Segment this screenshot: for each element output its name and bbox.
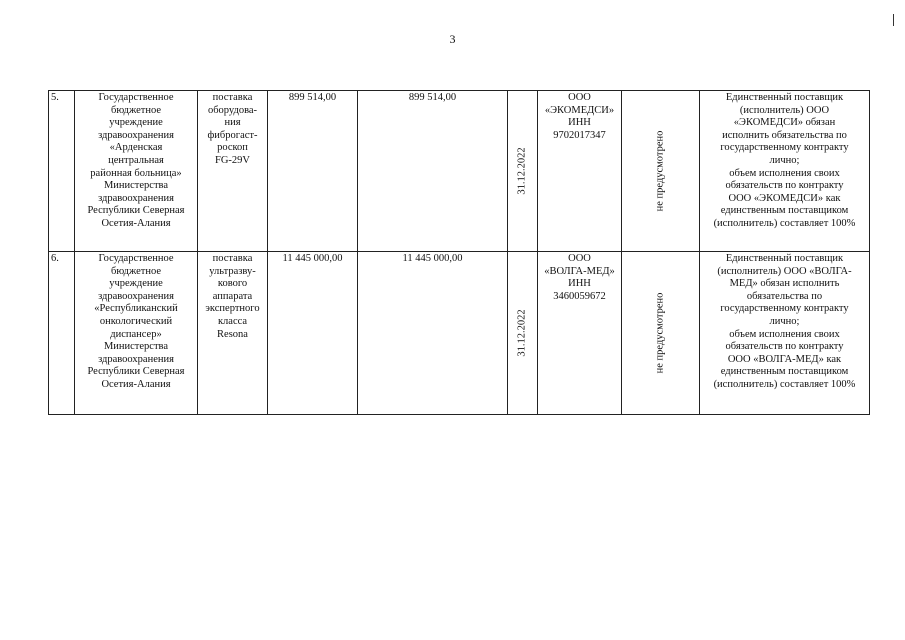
contract-amount: 11 445 000,00	[268, 252, 358, 415]
terms-line: государственному контракту	[720, 303, 849, 315]
customer-line: бюджетное	[110, 265, 162, 277]
vendor-line: ИНН	[568, 117, 591, 129]
terms-line: (исполнитель) составляет 100%	[713, 378, 856, 390]
customer-line: «Республиканский	[94, 303, 178, 315]
vendor-line: ООО	[568, 253, 591, 264]
customer-line: здравоохранения	[98, 129, 174, 141]
note-cell	[622, 91, 700, 252]
terms-line: (исполнитель) ООО	[739, 104, 830, 116]
subject-line: ния	[224, 117, 241, 129]
customer-line: учреждение	[109, 278, 163, 290]
customer-line: Министерства	[103, 341, 169, 353]
vendor-line: ООО	[568, 92, 591, 103]
terms-line: «ЭКОМЕДСИ» обязан	[733, 117, 836, 129]
terms-line: исполнить обязательства по	[722, 129, 847, 141]
customer-line: центральная	[108, 154, 164, 166]
terms-line: обязательств по контракту	[725, 180, 844, 192]
subject-line: FG-29V	[214, 154, 250, 166]
customer-line: учреждение	[109, 117, 163, 129]
terms-cell	[700, 252, 870, 415]
customer-line: онкологический	[99, 315, 173, 327]
customer-line: диспансер»	[110, 328, 162, 340]
payment-amount: 11 445 000,00	[358, 252, 508, 415]
terms-line: объем исполнения своих	[729, 167, 840, 179]
terms-line: ООО «ЭКОМЕДСИ» как	[728, 192, 841, 204]
terms-line: лично;	[769, 315, 800, 327]
subject-line: класса	[217, 315, 248, 327]
subject-cell	[198, 252, 268, 415]
subject-line: оборудова-	[207, 104, 258, 116]
completion-date: 31.12.2022	[516, 309, 528, 357]
table-row	[49, 91, 870, 252]
contract-amount: 899 514,00	[268, 91, 358, 252]
customer-line: Министерства	[103, 180, 169, 192]
terms-cell	[700, 91, 870, 252]
terms-line: лично;	[769, 154, 800, 166]
terms-line: единственным поставщиком	[720, 366, 849, 378]
vendor-cell	[538, 252, 622, 415]
contracts-table	[48, 90, 870, 415]
customer-line: районная больница»	[90, 167, 182, 179]
subject-line: кового	[217, 278, 248, 290]
subject-line: поставка	[212, 92, 253, 103]
date-cell	[508, 252, 538, 415]
terms-line: единственным поставщиком	[720, 205, 849, 217]
customer-line: здравоохранения	[98, 353, 174, 365]
customer-line: здравоохранения	[98, 192, 174, 204]
customer-line: здравоохранения	[98, 290, 174, 302]
date-cell	[508, 91, 538, 252]
subject-line: фиброгаст-	[207, 129, 258, 141]
subject-line: экспертного	[205, 303, 260, 315]
subject-line: роскоп	[217, 142, 248, 154]
terms-line: Единственный поставщик	[725, 92, 844, 103]
vendor-cell	[538, 91, 622, 252]
margin-mark	[893, 14, 894, 26]
subject-cell	[198, 91, 268, 252]
subject-line: аппарата	[212, 290, 253, 302]
customer-line: Республики Северная	[87, 205, 185, 217]
terms-line: (исполнитель) ООО «ВОЛГА-	[717, 265, 852, 277]
completion-date: 31.12.2022	[516, 147, 528, 195]
customer-line: Государственное	[98, 253, 174, 264]
vendor-line: «ЭКОМЕДСИ»	[544, 104, 615, 116]
terms-line: обязательства по	[746, 290, 823, 302]
payment-amount: 899 514,00	[358, 91, 508, 252]
vendor-line: 3460059672	[553, 290, 606, 302]
terms-line: обязательств по контракту	[725, 341, 844, 353]
customer-line: Осетия-Алания	[101, 217, 171, 229]
customer-line: Республики Северная	[87, 366, 185, 378]
customer-cell	[75, 91, 198, 252]
terms-line: Единственный поставщик	[725, 253, 844, 264]
customer-line: бюджетное	[110, 104, 162, 116]
row-number: 5.	[49, 91, 75, 252]
terms-line: МЕД» обязан исполнить	[729, 278, 840, 290]
note-cell	[622, 252, 700, 415]
subject-line: поставка	[212, 253, 253, 264]
customer-line: Государственное	[98, 92, 174, 103]
customer-cell	[75, 252, 198, 415]
subject-line: Resona	[217, 328, 248, 340]
terms-line: объем исполнения своих	[729, 328, 840, 340]
row-number: 6.	[49, 252, 75, 415]
table-row	[49, 252, 870, 415]
subject-line: ультразву-	[209, 265, 256, 277]
terms-line: ООО «ВОЛГА-МЕД» как	[727, 353, 842, 365]
terms-line: государственному контракту	[720, 142, 849, 154]
vendor-line: «ВОЛГА-МЕД»	[544, 265, 615, 277]
customer-line: «Арденская	[109, 142, 163, 154]
note-text: не предусмотрено	[654, 292, 666, 374]
vendor-line: 9702017347	[553, 129, 606, 141]
note-text: не предусмотрено	[654, 130, 666, 212]
vendor-line: ИНН	[568, 278, 591, 290]
page-number: 3	[449, 32, 456, 46]
terms-line: (исполнитель) составляет 100%	[713, 217, 856, 229]
customer-line: Осетия-Алания	[101, 378, 171, 390]
